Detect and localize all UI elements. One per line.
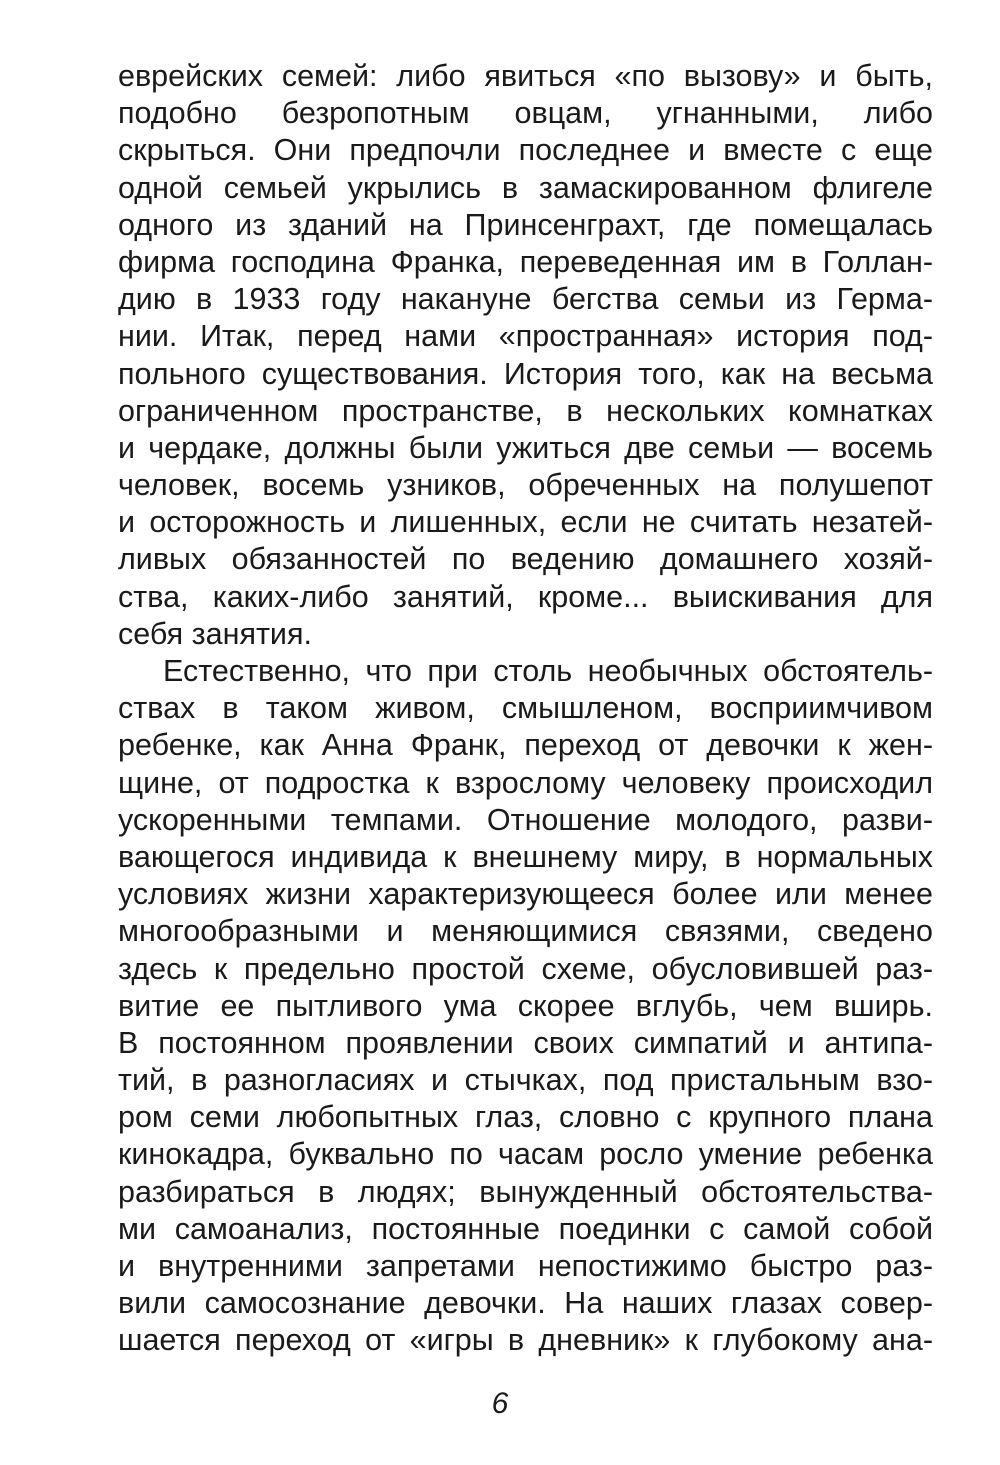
text-line: разбираться в людях; вынужденный обстоятельства- [118,1174,933,1209]
text-line: польного существования. История того, как на весьма [118,356,933,391]
text-line: ускоренными темпами. Отношение молодого, разви- [118,802,933,837]
text-line: щине, от подростка к взрослому человеку происходил [118,765,933,800]
text-line: витие ее пытливого ума скорее вглубь, чем вширь. [118,988,933,1023]
text-line: нии. Итак, перед нами «пространная» история под- [118,319,933,354]
text-line: ром семи любопытных глаз, словно с крупного плана [118,1100,933,1135]
text-line: ливых обязанностей по ведению домашнего хозяй- [118,542,933,577]
paragraph-1 [118,58,933,653]
body-text [118,58,933,1360]
page-number: 6 [491,1387,509,1420]
text-line: одного из зданий на Принсенграхт, где помещалась [118,207,933,242]
text-line: фирма господина Франка, переведенная им в Голлан- [118,244,933,279]
text-line: и осторожность и лишенных, если не считать незатей- [118,505,933,540]
text-line: В постоянном проявлении своих симпатий и антипа- [118,1025,933,1060]
text-line: вающегося индивида к внешнему миру, в нормальных [118,839,933,874]
text-line: ограниченном пространстве, в нескольких комнатках [118,393,933,428]
text-line: и внутренними запретами непостижимо быстро раз- [118,1249,933,1283]
text-line: и чердаке, должны были ужиться две семьи — восемь [118,430,933,465]
text-line: ствах в таком живом, смышленом, восприимчивом [118,691,933,726]
text-line: подобно безропотным овцам, угнанными, либо [118,96,933,131]
text-line: ми самоанализ, постоянные поединки с самой собой [118,1211,933,1246]
text-line: скрыться. Они предпочли последнее и вместе с еще [118,133,933,168]
text-line: еврейских семей: либо явиться «по вызову» и быть, [118,59,933,93]
text-line: себя занятия. [118,616,312,651]
text-line: Естественно, что при столь необычных обстоятель- [163,654,933,688]
text-line: одной семьей укрылись в замаскированном флигеле [118,170,933,205]
text-line: ребенке, как Анна Франк, переход от девочки к жен- [118,728,933,763]
text-line: многообразными и меняющимися связями, сведено [118,914,933,949]
text-line: дию в 1933 году накануне бегства семьи из Герма- [118,282,933,317]
text-line: ства, каких-либо занятий, кроме... выискивания для [118,579,933,614]
text-line: тий, в разногласиях и стычках, под пристальным взо- [118,1063,933,1098]
text-line: человек, восемь узников, обреченных на полушепот [118,468,933,503]
text-line: кинокадра, буквально по часам росло умение ребенка [118,1137,933,1172]
text-line: шается переход от «игры в дневник» к глубокому ана- [118,1323,933,1358]
text-line: здесь к предельно простой схеме, обусловившей раз- [118,951,933,986]
paragraph-2 [118,653,933,1360]
text-line: условиях жизни характеризующееся более или менее [118,877,933,912]
text-line: вили самосознание девочки. На наших глазах совер- [118,1286,933,1321]
